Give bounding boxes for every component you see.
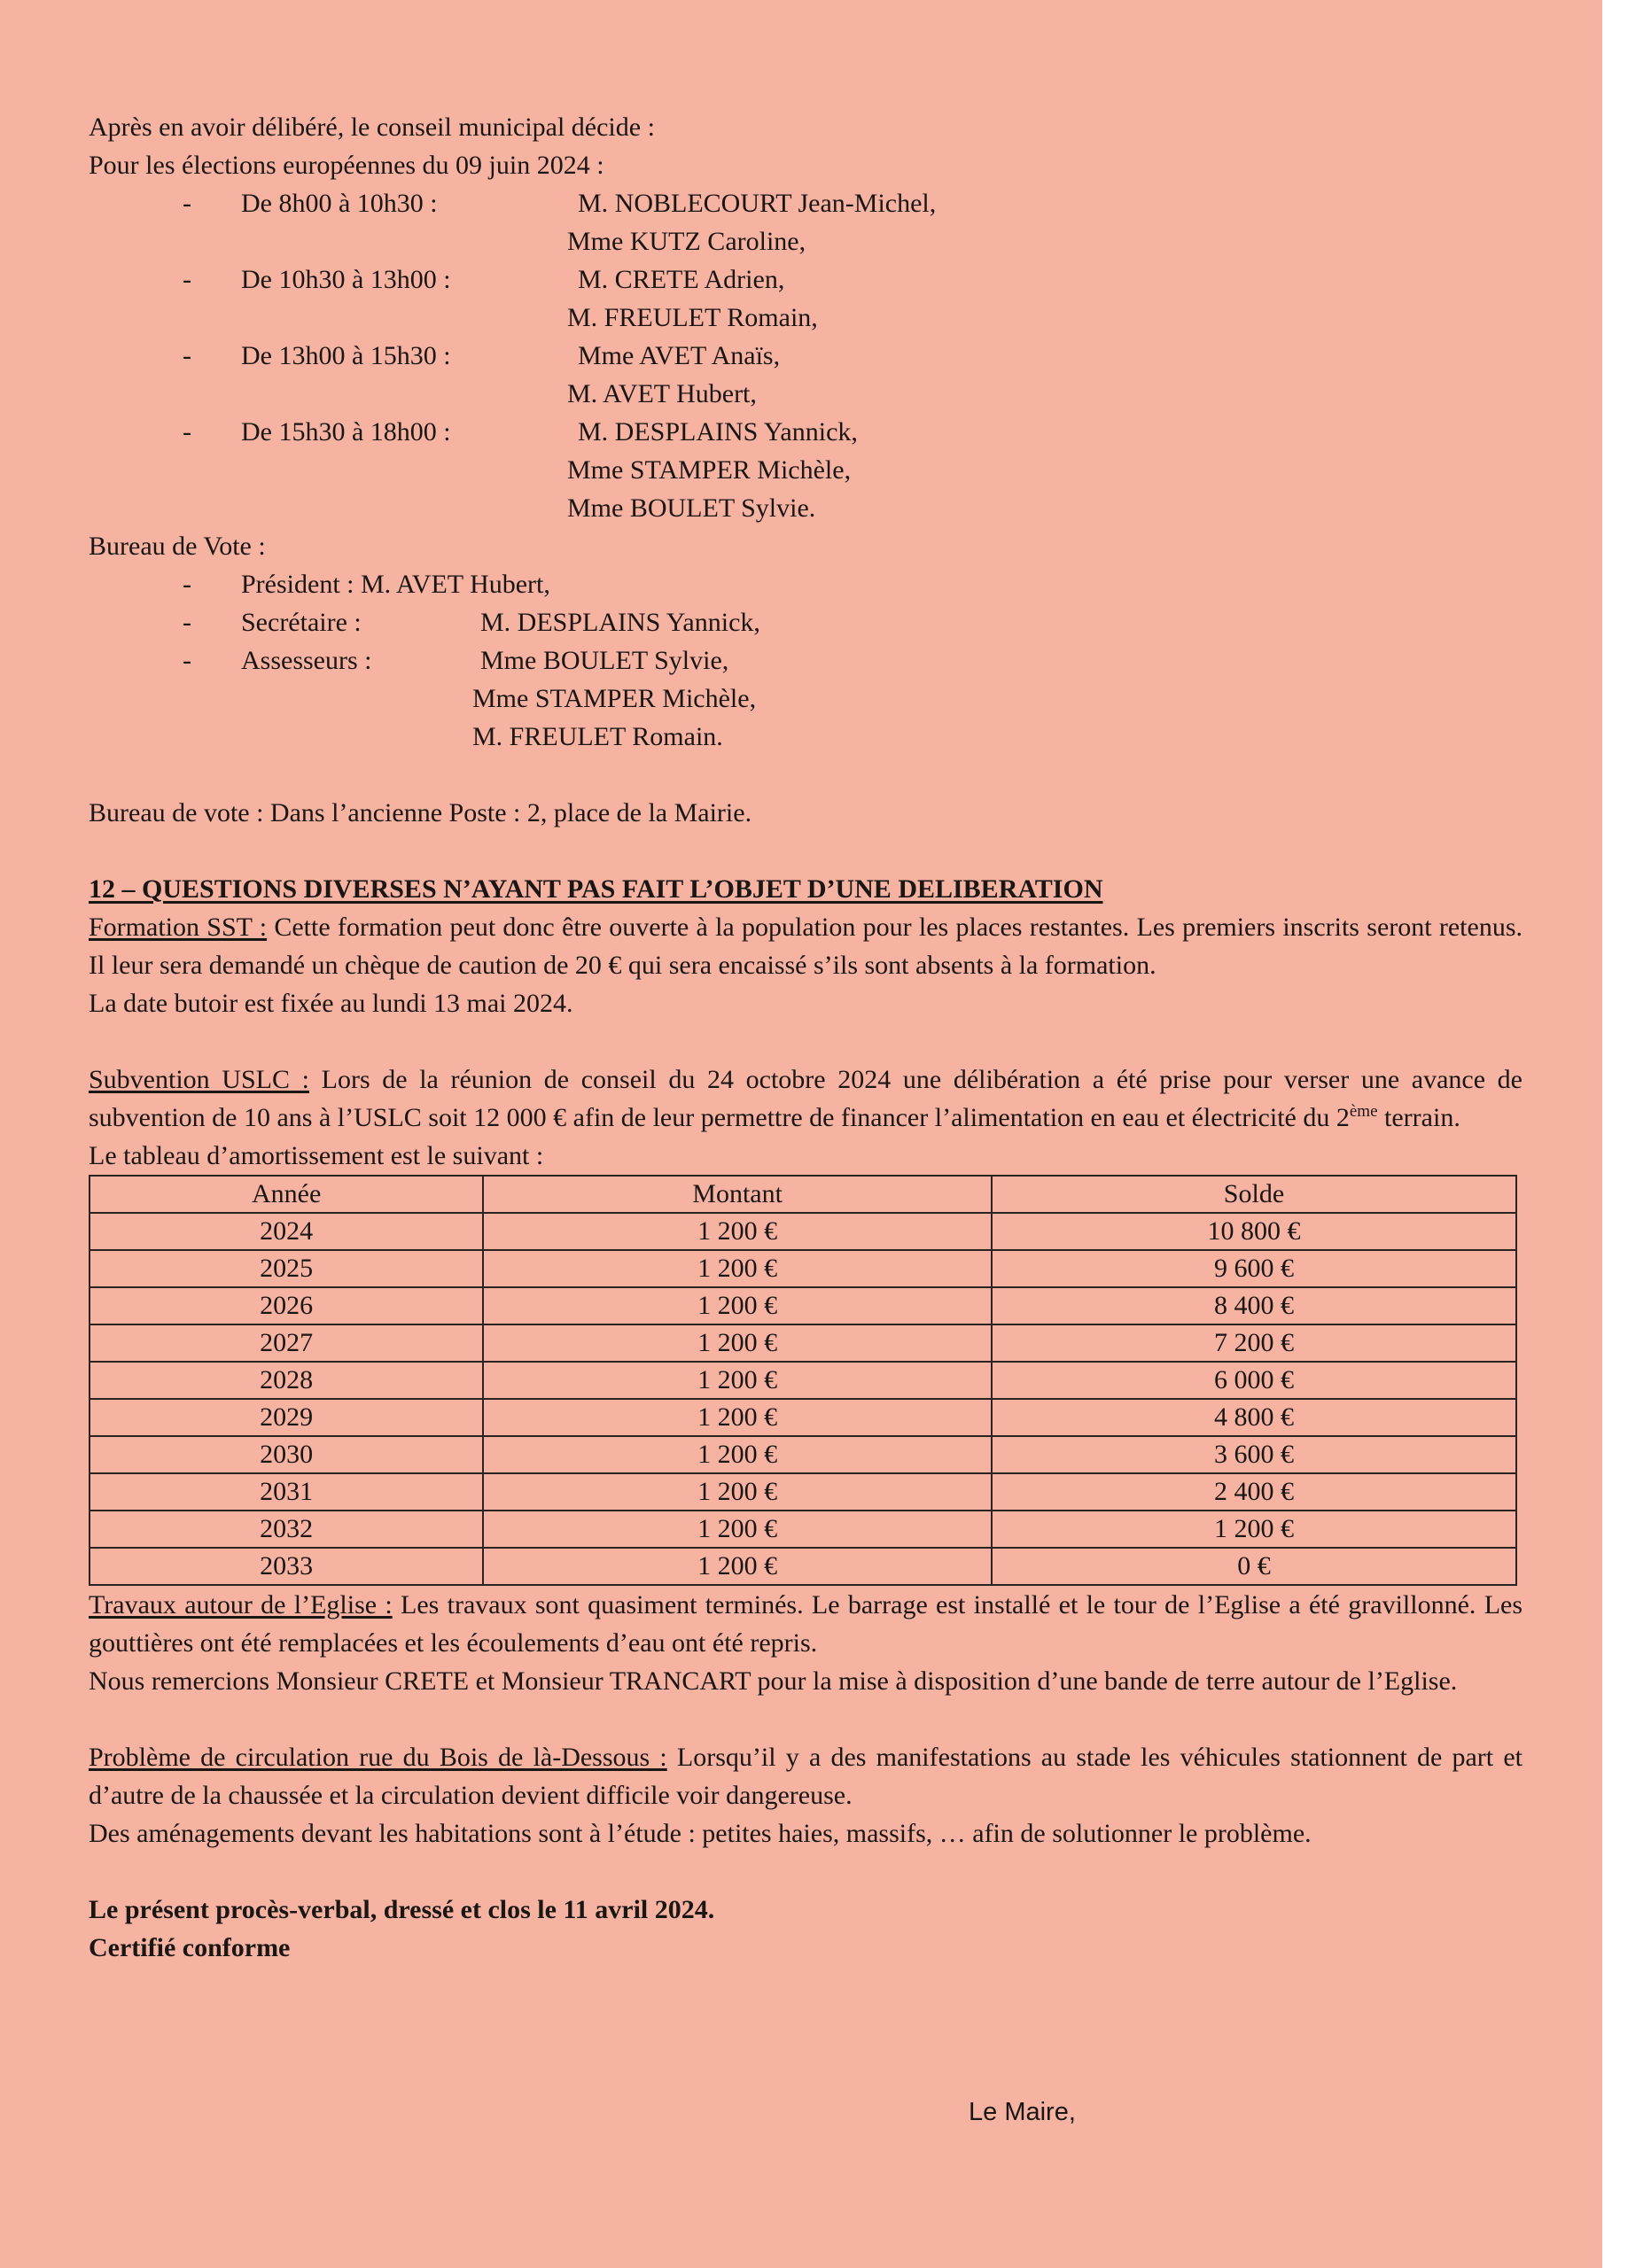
paragraph-sst [89,908,1523,984]
amortization-table [89,1175,1517,1586]
cell-solde: 4 800 € [992,1399,1516,1436]
assesseur-name: M. FREULET Romain. [472,722,723,751]
maire-signature-label: Le Maire, [969,2098,1076,2126]
cell-solde: 0 € [992,1548,1516,1585]
paragraph-eglise [89,1586,1523,1662]
cell-solde: 9 600 € [992,1250,1516,1287]
slot-name: M. NOBLECOURT Jean-Michel, [578,189,937,218]
slot-name: Mme STAMPER Michèle, [567,455,852,485]
cell-annee: 2026 [90,1287,483,1324]
sst-label: Formation SST : [89,913,268,942]
assesseur-name: Mme STAMPER Michèle, [472,684,757,713]
slot-name: Mme BOULET Sylvie. [567,493,816,523]
slot-time: De 10h30 à 13h00 : [241,265,451,294]
cell-montant: 1 200 € [483,1324,992,1362]
bureau-secretaire-name: M. DESPLAINS Yannick, [480,608,760,637]
slot-name: M. DESPLAINS Yannick, [578,417,858,447]
cell-montant: 1 200 € [483,1213,992,1250]
eglise-text: Les travaux sont quasiment terminés. Le barrage est installé et le tour de l’Eglise a été gravillonné. Les gouttières ont été remplacées et les écoulements d’eau ont été repris. [89,1590,1523,1658]
slot-name: M. CRETE Adrien, [578,265,785,294]
slot-name: Mme KUTZ Caroline, [567,227,806,256]
slot: - De 15h30 à 18h00 : M. DESPLAINS Yannick, Mme STAMPER Michèle, Mme BOULET Sylvie. [89,413,1523,527]
document-body: Après en avoir délibéré, le conseil municipal décide : Pour les élections européennes du 09 juin 2024 : - De 8h00 à 10h30 : M. NOBLECOURT Jean-Michel, Mme KUTZ Caroline, - De 10h30 à 13h00 : M. CRETE Adrien, M. FREULET Romain, - De 13h00 à 15h30 : Mme AVET Anaïs, M. AVET Hubert, - De 15h30 à 18h00 : M. DESPLAINS Yannick, Mme STAMPER Michèle, Mme BOULET Sylvie. Bureau de Vote : - Président : M. AVET Hubert, - Secrétaire : M. DESPLAINS Yannick, - Assesseurs : Mme BOULET Sylvie, Mme STAMPER Michèle, M. FREULET Romain. Bureau de vote : Dans l’ancienne Poste : 2, place de la Mairie. 12 – QUESTIONS DIVERSES N’AYANT PAS FAIT L’OBJET D’UNE DELIBERATION Formation SST : Cette formation peut donc être ouverte à la population pour les places restantes. Les premiers inscrits seront retenus. Il leur sera demandé un chèque de caution de 20 € qui sera encaissé s’ils sont absents à la formation. La date butoir est fixée au lundi 13 mai 2024. Subvention USLC : Lors de la réunion de conseil du 24 octobre 2024 une délibération a été prise pour verser une avance de subvention de 10 ans à l’USLC soit 12 000 € afin de leur permettre de financer l’alimentation en eau et électricité du 2ème terrain. Le tableau d’amortissement est le suivant : Année Montant Solde 2024 1 200 € 10 800 € 2025 1 200 € 9 600 € 2026 1 200 € 8 400 € 2027 1 200 € 7 200 € 2028 1 200 € 6 000 € 2029 1 200 € 4 800 € 2030 1 200 € 3 600 € 2031 1 200 € 2 400 € 2032 1 200 € 1 200 € 2033 1 200 € 0 € Travaux autour de l’Eglise : Les travaux sont quasiment terminés. Le barrage est installé et le tour de l’Eglise a été gravillonné. Les gouttières ont été remplacées et les écoulements d’eau ont été repris. Nous remercions Monsieur CRETE et Monsieur TRANCART pour la mise à disposition d’une bande de terre autour de l’Eglise. Problème de circulation rue du Bois de là-Dessous : Lorsqu’il y a des manifestations au stade les véhicules stationnent de part et d’autre de la chaussée et la circulation devient difficile voir dangereuse. Des aménagements devant les habitations sont à l’étude : petites haies, massifs, … afin de solutionner le problème. Le présent procès-verbal, dressé et clos le 11 avril 2024. Certifié conforme [89,108,1523,1967]
header-solde: Solde [992,1176,1516,1213]
table-row [90,1473,1516,1511]
cell-montant: 1 200 € [483,1473,992,1511]
cell-solde: 1 200 € [992,1511,1516,1548]
circulation-text: Lorsqu’il y a des manifestations au stade les véhicules stationnent de part et d’autre de la chaussée et la circulation devient difficile voir dangereuse. [89,1743,1523,1810]
cell-montant: 1 200 € [483,1399,992,1436]
uslc-text: Lors de la réunion de conseil du 24 octobre 2024 une délibération a été prise pour verser une avance de subvention de 10 ans à l’USLC soit 12 000 € afin de leur permettre de financer l’alimentation en eau et électricité du 2 [89,1065,1523,1132]
assesseur-name: Mme BOULET Sylvie, [480,646,729,675]
header-montant: Montant [483,1176,992,1213]
cell-annee: 2025 [90,1250,483,1287]
eglise-label: Travaux autour de l’Eglise : [89,1590,393,1619]
slot: - De 13h00 à 15h30 : Mme AVET Anaïs, M. AVET Hubert, [89,337,1523,413]
paragraph-uslc [89,1060,1523,1137]
section-heading: 12 – QUESTIONS DIVERSES N’AYANT PAS FAIT L’OBJET D’UNE DELIBERATION [89,874,1103,904]
cell-annee: 2027 [90,1324,483,1362]
header-annee: Année [90,1176,483,1213]
cell-annee: 2030 [90,1436,483,1473]
slot-time: De 15h30 à 18h00 : [241,417,451,447]
cell-annee: 2024 [90,1213,483,1250]
cell-annee: 2033 [90,1548,483,1585]
cell-annee: 2028 [90,1362,483,1399]
circulation-label: Problème de circulation rue du Bois de là-Dessous : [89,1743,667,1772]
uslc-sup: ème [1349,1102,1378,1121]
cell-solde: 6 000 € [992,1362,1516,1399]
intro-line: Après en avoir délibéré, le conseil municipal décide : [89,113,655,142]
table-intro: Le tableau d’amortissement est le suivant : [89,1141,544,1170]
sst-text: Cette formation peut donc être ouverte à la population pour les places restantes. Les premiers inscrits seront retenus. Il leur sera demandé un chèque de caution de 20 € qui sera encaissé s’ils sont absents à la formation. [89,913,1523,980]
bureau-secretaire-label: Secrétaire : [241,608,362,637]
cell-montant: 1 200 € [483,1287,992,1324]
cell-solde: 8 400 € [992,1287,1516,1324]
cell-annee: 2032 [90,1511,483,1548]
table-header-row [90,1176,1516,1213]
cell-solde: 2 400 € [992,1473,1516,1511]
table-row [90,1436,1516,1473]
table-row [90,1362,1516,1399]
table-row [90,1548,1516,1585]
cell-solde: 7 200 € [992,1324,1516,1362]
table-row [90,1511,1516,1548]
cell-montant: 1 200 € [483,1362,992,1399]
cell-solde: 10 800 € [992,1213,1516,1250]
table-row [90,1213,1516,1250]
cell-montant: 1 200 € [483,1548,992,1585]
cell-montant: 1 200 € [483,1511,992,1548]
cell-annee: 2029 [90,1399,483,1436]
slot-name: M. FREULET Romain, [567,303,818,332]
bureau-president: Président : M. AVET Hubert, [241,570,550,599]
paragraph-circulation [89,1738,1523,1814]
bureau-title: Bureau de Vote : [89,532,266,561]
slot: - De 10h30 à 13h00 : M. CRETE Adrien, M. FREULET Romain, [89,260,1523,337]
slot-time: De 13h00 à 15h30 : [241,341,451,370]
eglise-thanks: Nous remercions Monsieur CRETE et Monsieur TRANCART pour la mise à disposition d’une bande de terre autour de l’Eglise. [89,1666,1458,1696]
cell-montant: 1 200 € [483,1250,992,1287]
certifie-conforme: Certifié conforme [89,1933,291,1962]
table-row [90,1287,1516,1324]
bureau-lieu: Bureau de vote : Dans l’ancienne Poste : 2, place de la Mairie. [89,798,752,827]
cell-solde: 3 600 € [992,1436,1516,1473]
slot-time: De 8h00 à 10h30 : [241,189,438,218]
cell-annee: 2031 [90,1473,483,1511]
cell-montant: 1 200 € [483,1436,992,1473]
slot-name: M. AVET Hubert, [567,379,757,408]
closing-line: Le présent procès-verbal, dressé et clos le 11 avril 2024. [89,1895,715,1924]
table-row [90,1324,1516,1362]
table-row [90,1399,1516,1436]
intro-line: Pour les élections européennes du 09 juin 2024 : [89,151,604,180]
table-row [90,1250,1516,1287]
uslc-label: Subvention USLC : [89,1065,309,1094]
slot-name: Mme AVET Anaïs, [578,341,781,370]
uslc-end: terrain. [1377,1103,1460,1132]
sst-date: La date butoir est fixée au lundi 13 mai 2024. [89,989,573,1018]
bureau-assesseurs-label: Assesseurs : [241,646,372,675]
circulation-amenagements: Des aménagements devant les habitations sont à l’étude : petites haies, massifs, … afin de solutionner le problème. [89,1819,1312,1848]
slot: - De 8h00 à 10h30 : M. NOBLECOURT Jean-Michel, Mme KUTZ Caroline, [89,184,1523,260]
table-body [90,1213,1516,1585]
